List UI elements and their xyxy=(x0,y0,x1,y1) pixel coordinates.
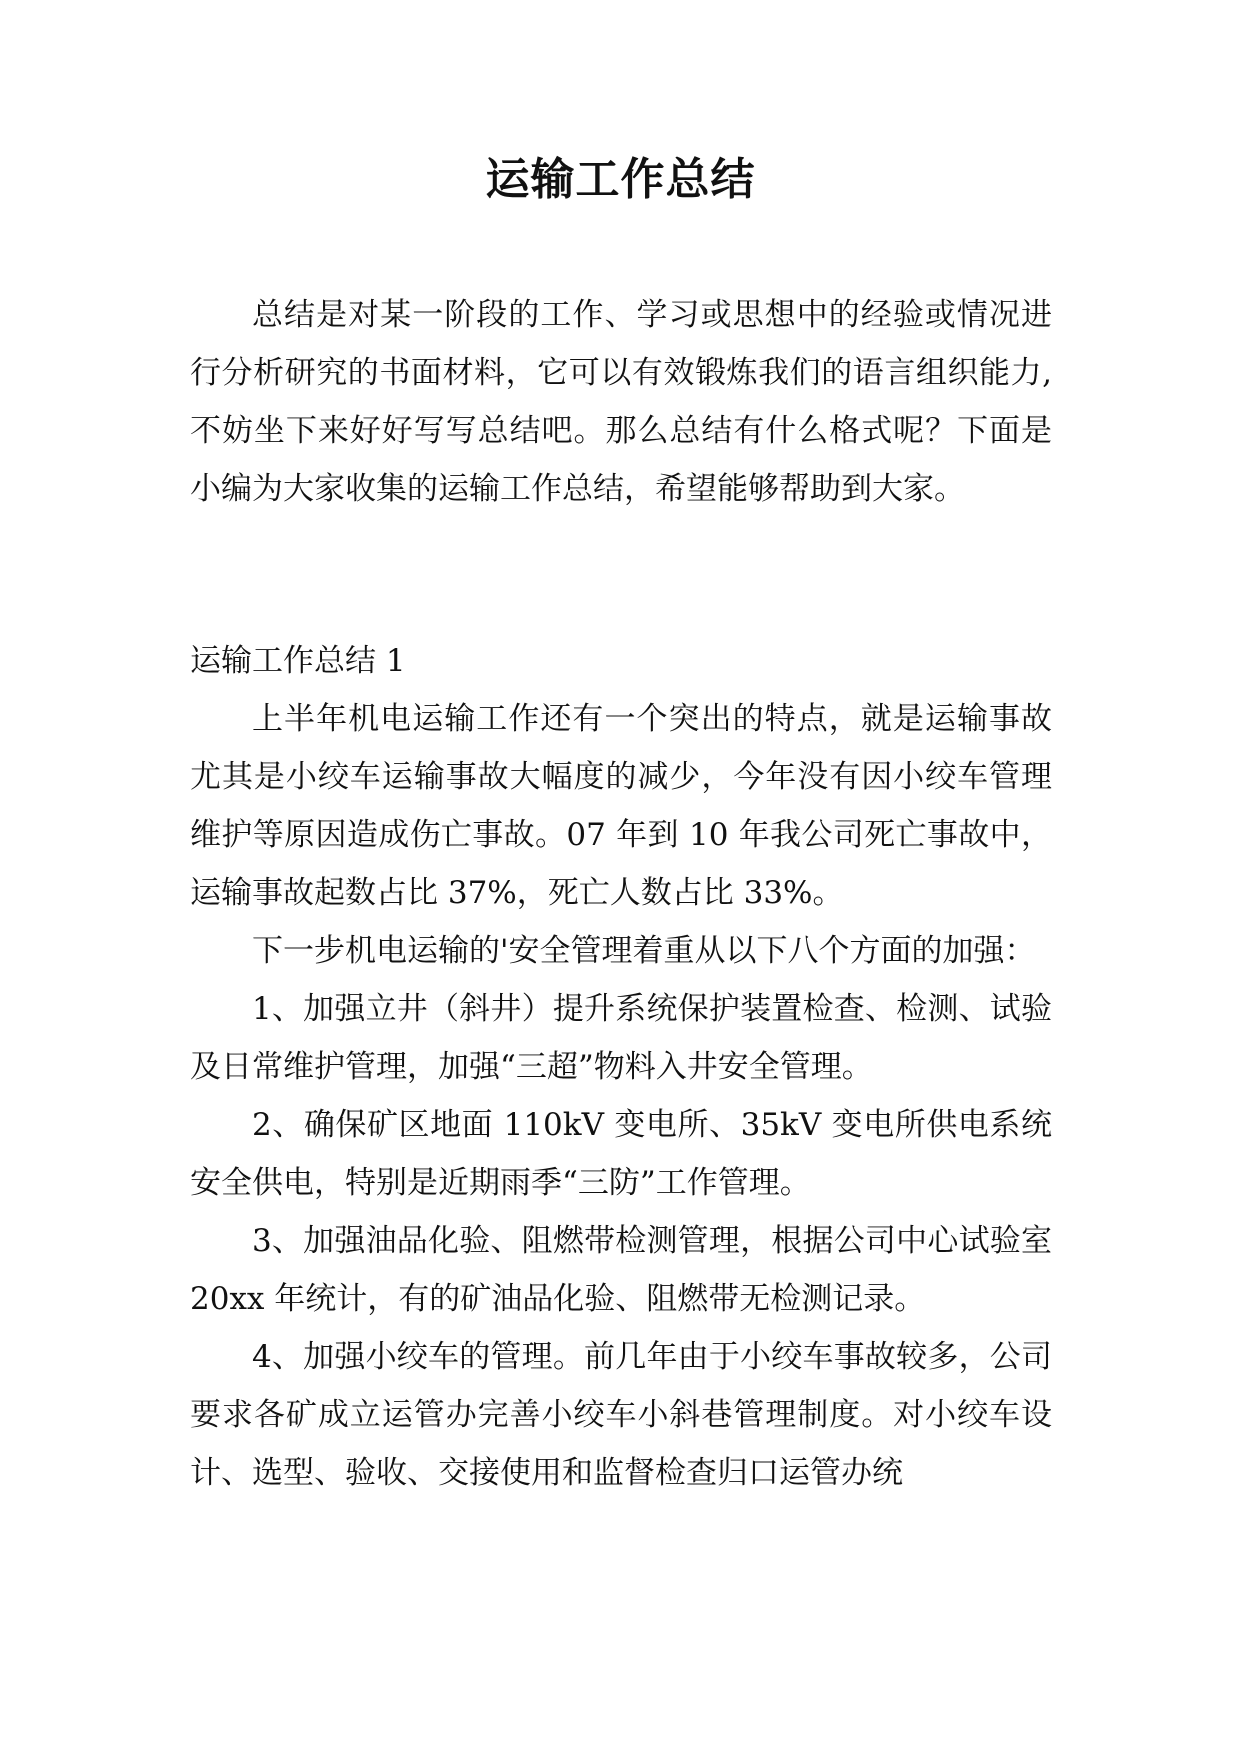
list-item-hoisting-system: 1、加强立井（斜井）提升系统保护装置检查、检测、试验及日常维护管理，加强“三超”物料入井安全管理。 xyxy=(190,991,1052,1085)
list-item-oil-testing: 3、加强油品化验、阻燃带检测管理，根据公司中心试验室 20xx 年统计，有的矿油品化验、阻燃带无检测记录。 xyxy=(190,1223,1052,1317)
section-body xyxy=(190,690,1052,1502)
document-title: 运输工作总结 xyxy=(485,154,756,205)
paragraph-accident-statistics: 上半年机电运输工作还有一个突出的特点，就是运输事故尤其是小绞车运输事故大幅度的减少，今年没有因小绞车管理维护等原因造成伤亡事故。07 年到 10 年我公司死亡事故中，运输事故起数占比 37%，死亡人数占比 33%。 xyxy=(190,701,1052,911)
list-item-winch-management: 4、加强小绞车的管理。前几年由于小绞车事故较多，公司要求各矿成立运管办完善小绞车小斜巷管理制度。对小绞车设计、选型、验收、交接使用和监督检查归口运管办统 xyxy=(190,1339,1052,1491)
section-heading: 运输工作总结 1 xyxy=(190,643,406,679)
intro-paragraph: 总结是对某一阶段的工作、学习或思想中的经验或情况进行分析研究的书面材料，它可以有效锻炼我们的语言组织能力,不妨坐下来好好写写总结吧。那么总结有什么格式呢？下面是小编为大家收集的运输工作总结，希望能够帮助到大家。 xyxy=(190,297,1052,507)
list-item-power-supply: 2、确保矿区地面 110kV 变电所、35kV 变电所供电系统安全供电，特别是近期雨季“三防”工作管理。 xyxy=(190,1107,1052,1201)
paragraph-next-steps: 下一步机电运输的'安全管理着重从以下八个方面的加强： xyxy=(252,933,1036,969)
